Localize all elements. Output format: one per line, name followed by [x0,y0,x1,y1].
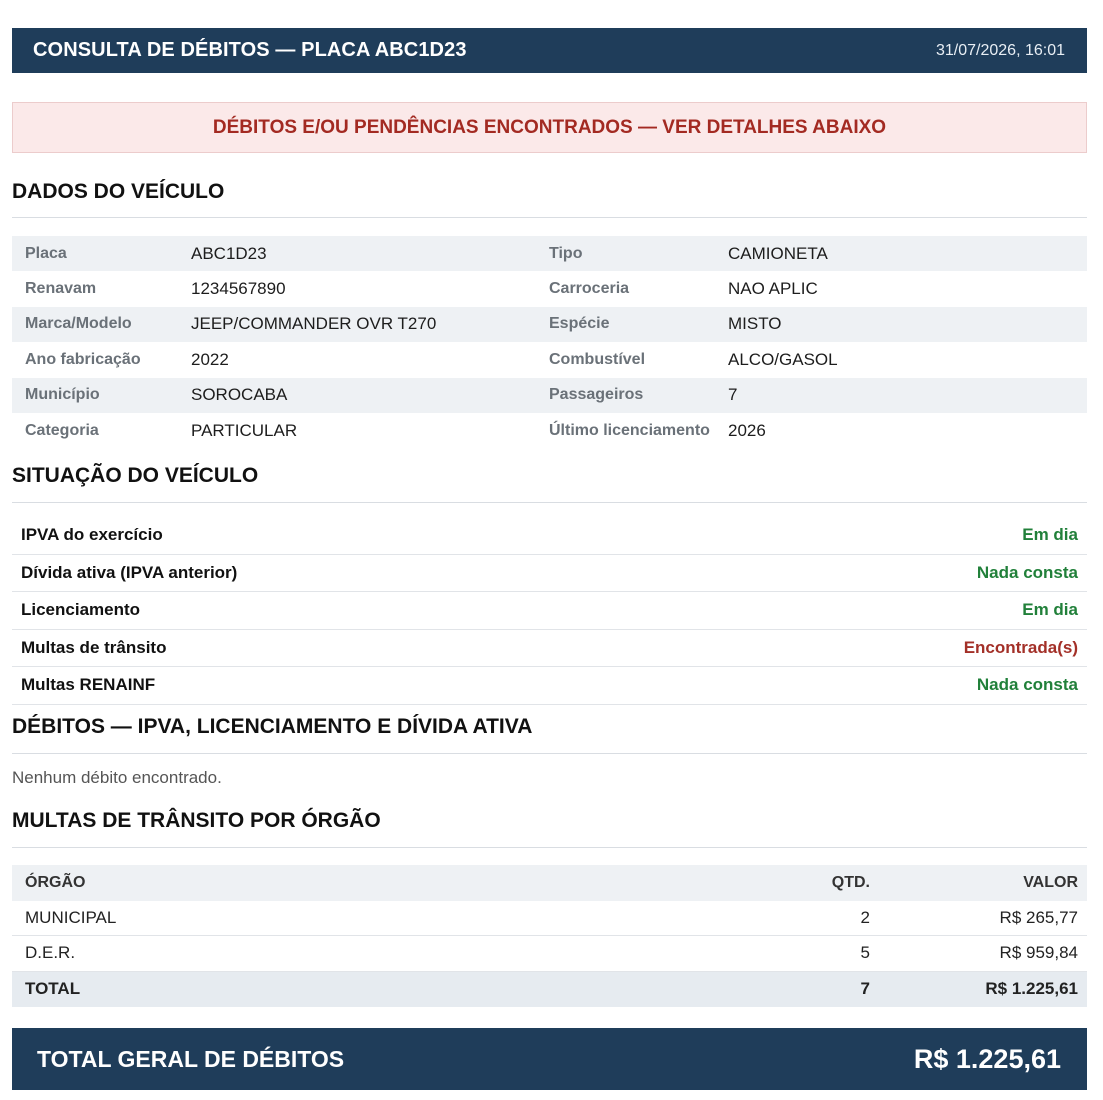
field-label: Passageiros [549,386,644,404]
table-row [12,936,1087,972]
status-badge: Em dia [1022,525,1078,545]
field-label: Último licenciamento [549,421,710,439]
field-value: MISTO [728,314,782,334]
situation-row [12,517,1087,555]
field-value: JEEP/COMMANDER OVR T270 [191,314,437,334]
field-label: Tipo [549,244,583,262]
cell-total-qty: 7 [860,979,870,999]
status-badge: Em dia [1022,600,1078,620]
field-label: Ano fabricação [25,350,141,368]
grand-total-bar [12,1028,1087,1090]
situation-list [12,517,1087,705]
field-label: Renavam [25,280,97,298]
field-value: CAMIONETA [728,243,828,263]
table-total-row [12,972,1087,1008]
field-label: Espécie [549,315,610,333]
field-label: Carroceria [549,280,630,298]
field-value: SOROCABA [191,385,288,405]
field-value: ABC1D23 [191,243,267,263]
cell-qty: 5 [860,943,870,963]
section-title-debts: DÉBITOS — IPVA, LICENCIAMENTO E DÍVIDA ATIVA [12,715,1087,754]
field-value: 7 [728,385,738,405]
no-debts-note: Nenhum débito encontrado. [12,768,222,787]
fines-table [12,865,1087,1007]
vehicle-data-grid [12,236,1087,448]
field-value: 1234567890 [191,279,286,299]
field-label: Categoria [25,421,99,439]
vehicle-row [12,378,1087,413]
field-label: Município [25,386,100,404]
situation-label: Multas RENAINF [21,675,156,695]
column-header-value: VALOR [1023,873,1078,891]
situation-row [12,630,1087,668]
page-title: CONSULTA DE DÉBITOS — PLACA ABC1D23 [33,39,467,61]
vehicle-row [12,413,1087,448]
section-title-situation: SITUAÇÃO DO VEÍCULO [12,464,1087,503]
field-value: 2022 [191,349,229,369]
field-label: Marca/Modelo [25,315,132,333]
field-value: 2026 [728,420,766,440]
situation-label: Dívida ativa (IPVA anterior) [21,562,238,582]
field-label: Combustível [549,350,646,368]
cell-value: R$ 265,77 [999,907,1078,927]
cell-total-value: R$ 1.225,61 [985,979,1078,999]
status-badge: Nada consta [976,675,1078,695]
alert-text: DÉBITOS E/OU PENDÊNCIAS ENCONTRADOS — VER DETALHES ABAIXO [212,116,887,138]
section-title-fines: MULTAS DE TRÂNSITO POR ÓRGÃO [12,809,1087,848]
field-value: PARTICULAR [191,420,298,440]
cell-value: R$ 959,84 [999,943,1078,963]
cell-org: MUNICIPAL [25,907,117,927]
situation-row [12,667,1087,705]
column-header-qty: QTD. [831,873,870,891]
timestamp: 31/07/2026, 16:01 [935,41,1065,59]
column-header-org: ÓRGÃO [25,873,86,891]
table-row [12,901,1087,937]
alert-banner [12,102,1087,153]
field-value: NAO APLIC [728,279,818,299]
field-value: ALCO/GASOL [728,349,838,369]
situation-label: IPVA do exercício [21,525,163,545]
vehicle-row [12,271,1087,306]
situation-row [12,592,1087,630]
cell-total-label: TOTAL [25,979,81,999]
vehicle-row [12,307,1087,342]
status-badge: Nada consta [976,562,1078,582]
grand-total-value: R$ 1.225,61 [913,1043,1061,1074]
vehicle-row [12,236,1087,271]
situation-row [12,555,1087,593]
section-title-vehicle: DADOS DO VEÍCULO [12,180,1087,218]
situation-label: Licenciamento [21,600,141,620]
situation-label: Multas de trânsito [21,637,167,657]
status-badge: Encontrada(s) [963,637,1078,657]
header-bar [12,28,1087,73]
cell-org: D.E.R. [25,943,76,963]
table-header-row [12,865,1087,901]
vehicle-row [12,342,1087,377]
grand-total-label: TOTAL GERAL DE DÉBITOS [37,1045,345,1072]
cell-qty: 2 [860,907,870,927]
field-label: Placa [25,244,67,262]
